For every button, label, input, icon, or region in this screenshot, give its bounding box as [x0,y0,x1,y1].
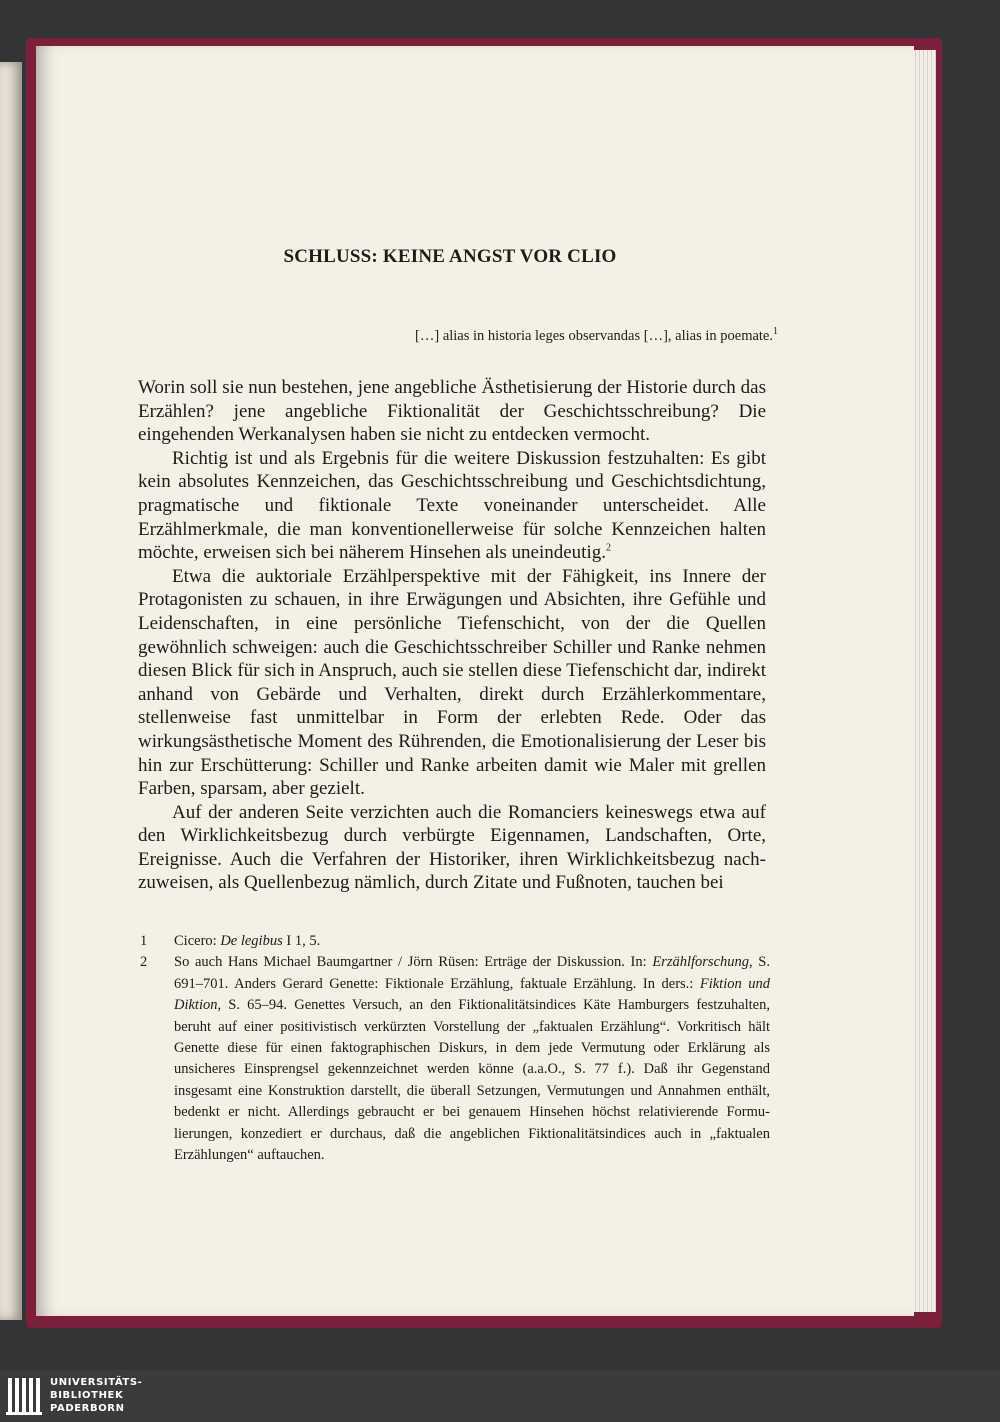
footnote-number: 1 [140,933,148,949]
body-text [138,376,766,895]
epigraph-text: […] alias in historia leges observandas […], alias in poemate. [415,328,773,344]
library-name-line: UNIVERSITÄTS- [50,1377,143,1388]
paragraph-text: Auf der anderen Seite verzichten auch die Romanciers keineswegs etwa auf den Wirklichkeitsbezug durch verbürgte Eigennamen, Landschaften, Orte, Ereignisse. Auch die Verfahren der Historiker, ihren Wirklichkeitsbezug nachzuweisen, als Quellenbezug nämlich, durch Zitate und Fußnoten, tauchen bei [138,801,766,894]
epigraph-note-ref: 1 [773,326,778,338]
footnote-title: Fiktion und Diktion [174,975,770,1014]
paragraph-text: Etwa die auktoriale Erzählperspektive mit der Fähigkeit, ins Innere der Protagonisten zu schauen, in ihre Erwägungen und Absichten, ihre Gefühle und Leidenschaften, in eine persönliche Tiefenschicht, von der die Quellen gewöhnlich schweigen: auch die Geschichtsschreiber Schiller und Ranke nehmen diesen Blick für sich in Anspruch, auch sie stellen diese Tiefenschicht dar, indirekt anhand von Gebärde und Verhalten, direkt durch Erzählerkommentare, stellenweise fast unmittelbar in Form der erlebten Rede. Oder das wirkungsästhetische Moment des Rührenden, die Emotionalisierung der Leser bis hin zur Erschütterung: Schiller und Ranke arbeiten damit wie Maler mit grellen Farben, sparsam, aber gezielt. [138,565,766,800]
footnote-number: 2 [140,954,148,971]
library-logo-icon [6,1376,44,1416]
paragraph [138,447,766,565]
footnote-text: , S. 691–701. Anders Gerard Genette: Fiktionale Erzählung, faktuale Erzählung. In ders.: [174,954,770,992]
footnote [140,952,770,1166]
paragraph-text: Worin soll sie nun bestehen, jene angebliche Ästhetisierung der Historie durch das Erzählen? jene angebliche Fiktionalität der Geschichtsschreibung? Die eingehenden Werkanalysen haben sie nicht zu entdecken vermocht. [138,377,766,446]
footnote-text: Cicero: [174,933,221,949]
footnote-title: Erzählforschung [652,954,749,971]
footnote-title: De legibus [220,933,283,949]
footnote-text: So auch Hans Michael Baumgartner / Jörn Rüsen: Erträge der Diskussion. In: [174,954,653,971]
paragraph [138,376,766,447]
library-name-line: BIBLIOTHEK [50,1390,124,1401]
library-name [50,1376,142,1415]
chapter-title: SCHLUSS: KEINE ANGST VOR CLIO [283,246,617,267]
footnote-text: I 1, 5. [282,933,321,949]
footnote [140,931,770,952]
footnote-text: , S. 65–94. Genettes Versuch, an den Fiktionalitätsindices Käte Hamburgers festzuhalten, beruht auf einer positivistisch verkürzten Vorstellung der „faktualen Erzählung“. Vorkritisch hält Genette diese für einen faktographischen Diskurs, in dem jede Vermutung oder Erklärung als unsicheres Einsprengsel gekennzeichnet werden könne (a.a.O., S. 77 f.). Daß ihr Gegenstand insgesamt eine Konstruktion darstellt, die überall Setzungen, Vermutungen und Annahmen enthält, bedenkt er nicht. Allerdings gebraucht er bei genauem Hinsehen höchst relativierende Formulierungen, konzediert er durchaus, daß die angeblichen Fiktionalitätsindices auch in „faktualen Erzählungen“ auftauchen. [174,997,770,1164]
previous-page-edge [0,62,22,1320]
paragraph [138,801,766,895]
paragraph [138,565,766,801]
epigraph [260,328,778,345]
paragraph-text: Richtig ist und als Ergebnis für die weitere Diskussion festzuhalten: Es gibt kein absolutes Kennzeichen, das Geschichtsschreibung und Geschichtsdichtung, pragmatische und fiktionale Texte voneinander unterscheidet. Alle Erzählmerkmale, die man konventionellerweise für solche Kennzeichen halten möchte, erweisen sich bei näherem Hinsehen als uneindeutig. [138,447,766,564]
library-logo [0,1370,1000,1422]
footnotes [140,931,770,1166]
note-ref: 2 [606,542,611,554]
library-name-line: PADERBORN [50,1403,125,1414]
